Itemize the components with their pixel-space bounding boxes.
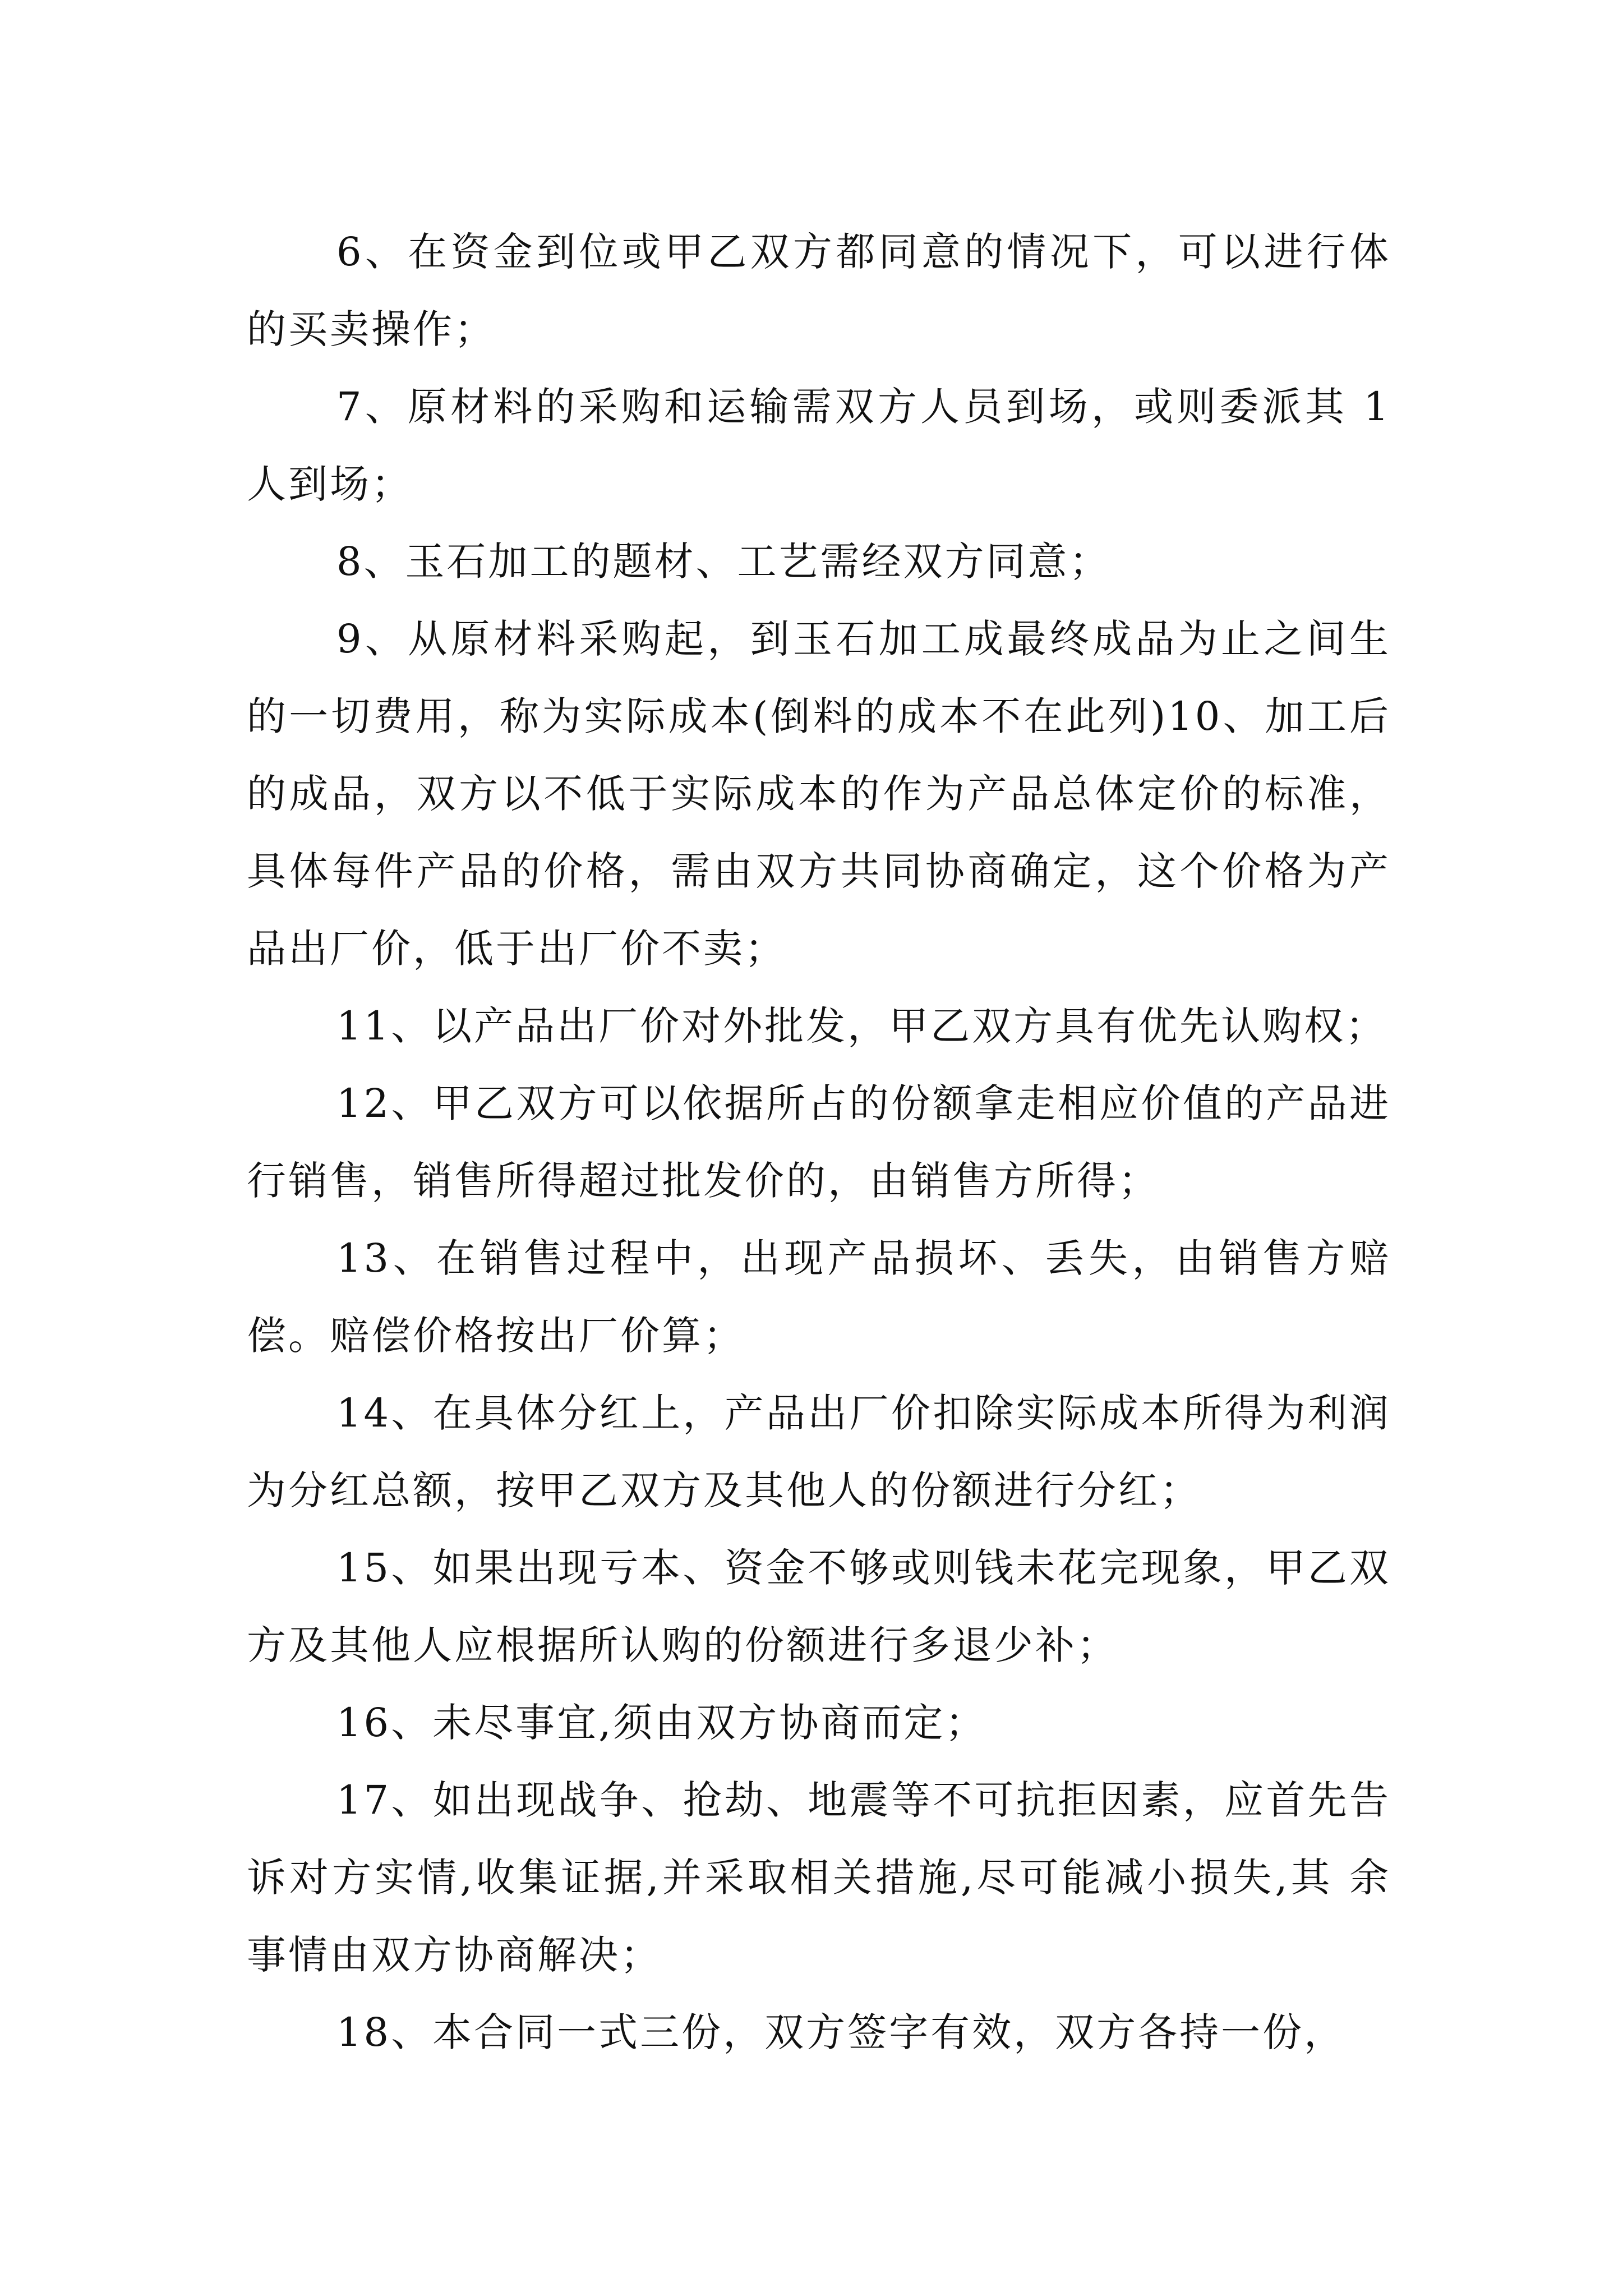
clause-14: 14、在具体分红上，产品出厂价扣除实际成本所得为利润为分红总额，按甲乙双方及其他人的份额进行分红；	[247, 1390, 1391, 1513]
clause-15: 15、如果出现亏本、资金不够或则钱未花完现象，甲乙双方及其他人应根据所认购的份额进行多退少补；	[247, 1545, 1391, 1668]
clause-17: 17、如出现战争、抢劫、地震等不可抗拒因素，应首先告诉对方实情,收集证据,并采取相关措施,尽可能减小损失,其 余事情由双方协商解决；	[247, 1777, 1391, 1978]
clause-16: 16、未尽事宜,须由双方协商而定；	[336, 1700, 987, 1746]
clause-7: 7、原材料的采购和运输需双方人员到场，或则委派其 1 人到场；	[247, 384, 1391, 507]
document-page	[247, 213, 1391, 2071]
clause-12: 12、甲乙双方可以依据所占的份额拿走相应价值的产品进行销售，销售所得超过批发价的，由销售方所得；	[247, 1080, 1391, 1204]
clause-18: 18、本合同一式三份，双方签字有效，双方各持一份，	[336, 2009, 1346, 2055]
clause-13: 13、在销售过程中，出现产品损坏、丢失，由销售方赔偿。赔偿价格按出厂价算；	[247, 1235, 1391, 1359]
clause-6: 6、在资金到位或甲乙双方都同意的情况下，可以进行体的买卖操作；	[247, 229, 1391, 352]
clause-11: 11、以产品出厂价对外批发，甲乙双方具有优先认购权；	[336, 1003, 1387, 1049]
clause-9-10: 9、从原材料采购起，到玉石加工成最终成品为止之间生的一切费用，称为实际成本(倒料的成本不在此列)10、加工后的成品，双方以不低于实际成本的作为产品总体定价的标准，具体每件产品的价格，需由双方共同协商确定，这个价格为产品出厂价，低于出厂价不卖；	[247, 616, 1391, 972]
clause-8: 8、玉石加工的题材、工艺需经双方同意；	[336, 539, 1111, 585]
